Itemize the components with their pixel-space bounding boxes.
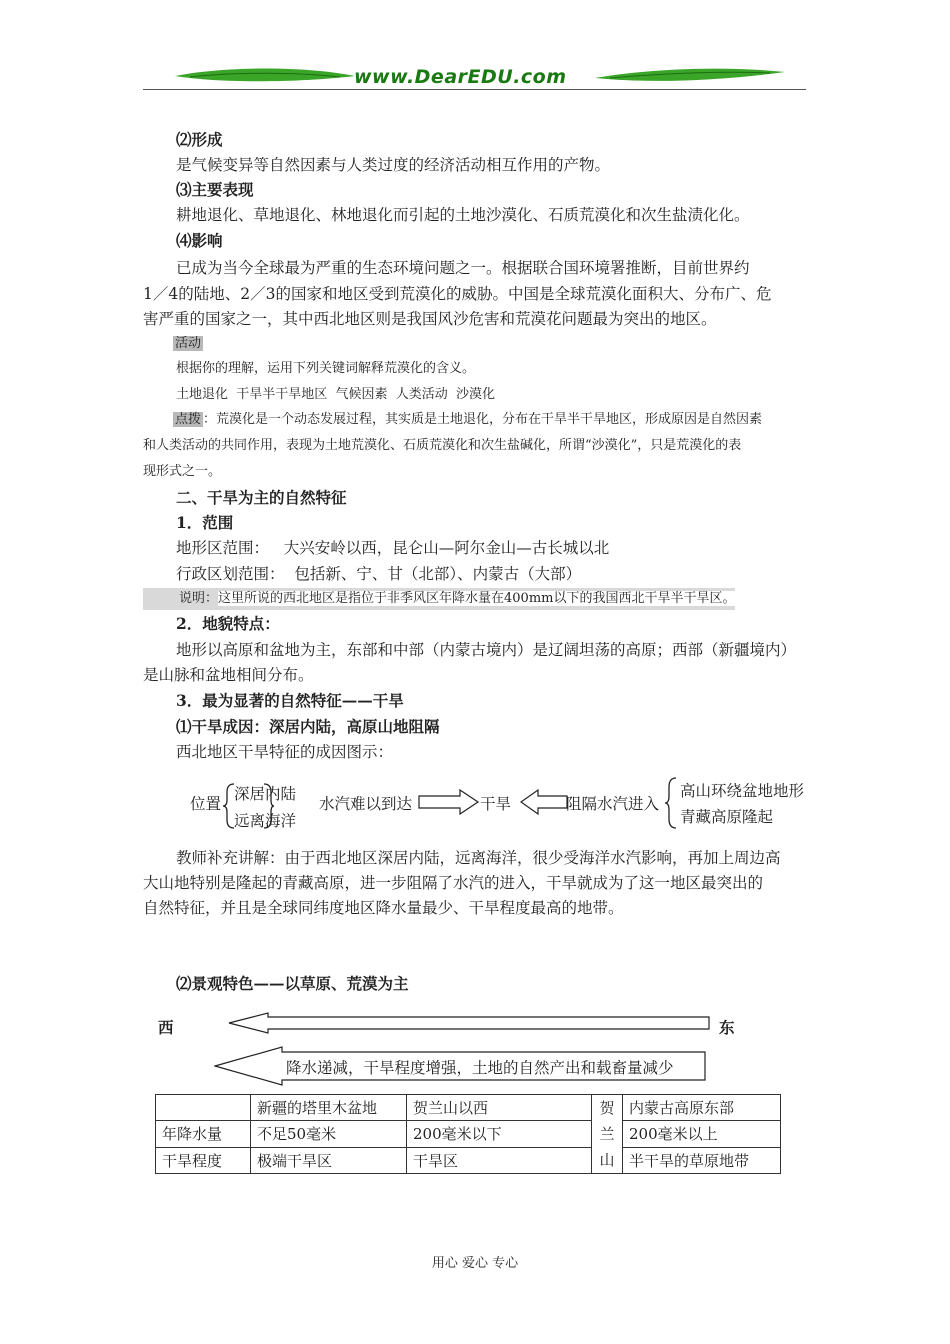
- table-cell: 干旱区: [407, 1147, 592, 1173]
- page-footer: 用心 爱心 专心: [431, 1256, 519, 1271]
- arrow-left-icon: [520, 788, 568, 816]
- table-row: [156, 1147, 781, 1173]
- table-row: [156, 1121, 781, 1147]
- table-cell: 200毫米以下: [407, 1121, 592, 1147]
- cause-caption: 西北地区干旱特征的成因图示：: [176, 743, 394, 761]
- teacher-line-2: 大山地特别是隆起的青藏高原，进一步阻隔了水汽的进入，干旱就成为了这一地区最突出的: [143, 874, 764, 892]
- diagram-mountains: 高山环绕盆地地形: [680, 782, 805, 800]
- note-text: 这里所说的西北地区是指位于非季风区年降水量在400mm以下的我国西北干旱半干旱区。: [218, 591, 736, 606]
- hint-line-3: 现形式之一。: [143, 464, 222, 479]
- note-box: [143, 588, 735, 610]
- helan-char: 贺: [599, 1099, 615, 1117]
- landform-line-1: 地形以高原和盆地为主，东部和中部（内蒙古境内）是辽阔坦荡的高原；西部（新疆境内）: [176, 641, 797, 659]
- table-row: [156, 1095, 781, 1121]
- table-cell: 贺兰山以西: [407, 1095, 592, 1121]
- diagram-block-vapor: 阻隔水汽进入: [566, 795, 660, 813]
- table-cell: 半干旱的草原地带: [623, 1147, 781, 1173]
- label-west: 西: [158, 1018, 174, 1037]
- table-cell-helan: [592, 1095, 623, 1174]
- impact-line-2: 1／4的陆地、2／3的国家和地区受到荒漠化的威胁。中国是全球荒漠化面积大、分布广、危: [143, 285, 772, 303]
- range-terrain: 地形区范围： 大兴安岭以西，昆仑山—阿尔金山—古长城以北: [176, 539, 610, 557]
- teacher-line-1: 教师补充讲解：由于西北地区深居内陆，远离海洋，很少受海洋水汽影响，再加上周边高: [176, 849, 781, 867]
- activity-prompt: 根据你的理解，运用下列关键词解释荒漠化的含义。: [176, 361, 476, 376]
- impact-line-3: 害严重的国家之一，其中西北地区则是我国风沙危害和荒漠花问题最为突出的地区。: [143, 310, 717, 328]
- diagram-far-ocean: 远离海洋: [234, 812, 297, 830]
- impact-line-1: 已成为当今全球最为严重的生态环境问题之一。根据联合国环境署推断，目前世界约: [176, 259, 750, 277]
- diagram-drought: 干旱: [480, 795, 512, 813]
- helan-char: 兰: [599, 1125, 615, 1143]
- label-east: 东: [719, 1018, 735, 1037]
- activity-keywords: 土地退化 干旱半干旱地区 气候因素 人类活动 沙漠化: [176, 387, 496, 402]
- site-logo-text: www.DearEDU.com: [354, 66, 567, 88]
- activity-tag: 活动: [175, 336, 202, 351]
- table-cell: [156, 1095, 251, 1121]
- diagram-position: 位置: [190, 795, 222, 813]
- left-brace-icon: [664, 776, 678, 830]
- landform-line-2: 是山脉和盆地相间分布。: [143, 666, 314, 684]
- table-cell: 200毫米以上: [623, 1121, 781, 1147]
- section-formation-body: 是气候变异等自然因素与人类过度的经济活动相互作用的产物。: [176, 156, 611, 174]
- section-manifest-body: 耕地退化、草地退化、林地退化而引起的土地沙漠化、石质荒漠化和次生盐渍化化。: [176, 206, 750, 224]
- diagram-vapor-hard: 水汽难以到达: [319, 795, 413, 813]
- right-brace-icon: [263, 782, 275, 830]
- hint-line-2: 和人类活动的共同作用，表现为土地荒漠化、石质荒漠化和次生盐碱化，所谓“沙漠化”，只是荒漠化的表: [143, 438, 742, 453]
- section-impact-title: ⑷影响: [176, 231, 223, 250]
- landform-title: 2．地貌特点：: [176, 614, 280, 633]
- table-cell: 年降水量: [156, 1121, 251, 1147]
- section-manifest-title: ⑶主要表现: [176, 180, 254, 199]
- diagram-plateau: 青藏高原隆起: [680, 808, 774, 826]
- table-cell: 不足50毫米: [251, 1121, 407, 1147]
- west-arrow-icon: [228, 1012, 710, 1034]
- table-cell: 新疆的塔里木盆地: [251, 1095, 407, 1121]
- hint-line-1: ：荒漠化是一个动态发展过程，其实质是土地退化，分布在干旱半干旱地区，形成原因是自然因素: [203, 412, 763, 427]
- note-tag: 说明：: [179, 591, 219, 606]
- landscape-title: ⑵景观特色——以草原、荒漠为主: [176, 974, 409, 993]
- teacher-line-3: 自然特征，并且是全球同纬度地区降水量最少、干旱程度最高的地带。: [143, 899, 624, 917]
- table-cell: 内蒙古高原东部: [623, 1095, 781, 1121]
- dry-title: 3．最为显著的自然特征——干旱: [176, 691, 404, 710]
- hint-tag: 点拨: [175, 412, 202, 427]
- diagram-inland: 深居内陆: [234, 785, 297, 803]
- helan-char: 山: [599, 1151, 615, 1169]
- table-cell: 极端干旱区: [251, 1147, 407, 1173]
- arrow-right-icon: [418, 788, 480, 816]
- section-formation-title: ⑵形成: [176, 130, 223, 149]
- decrease-arrow-text: 降水递减，干旱程度增强，土地的自然产出和载畜量减少: [286, 1059, 674, 1077]
- cause-title: ⑴干旱成因：深居内陆，高原山地阻隔: [176, 717, 440, 736]
- table-cell: 干旱程度: [156, 1147, 251, 1173]
- range-title: 1．范围: [176, 513, 234, 532]
- part2-title: 二、干旱为主的自然特征: [176, 488, 347, 507]
- precipitation-table: [155, 1094, 781, 1174]
- range-admin: 行政区划范围： 包括新、宁、甘（北部）、内蒙古（大部）: [176, 565, 582, 583]
- header-rule: [143, 89, 806, 90]
